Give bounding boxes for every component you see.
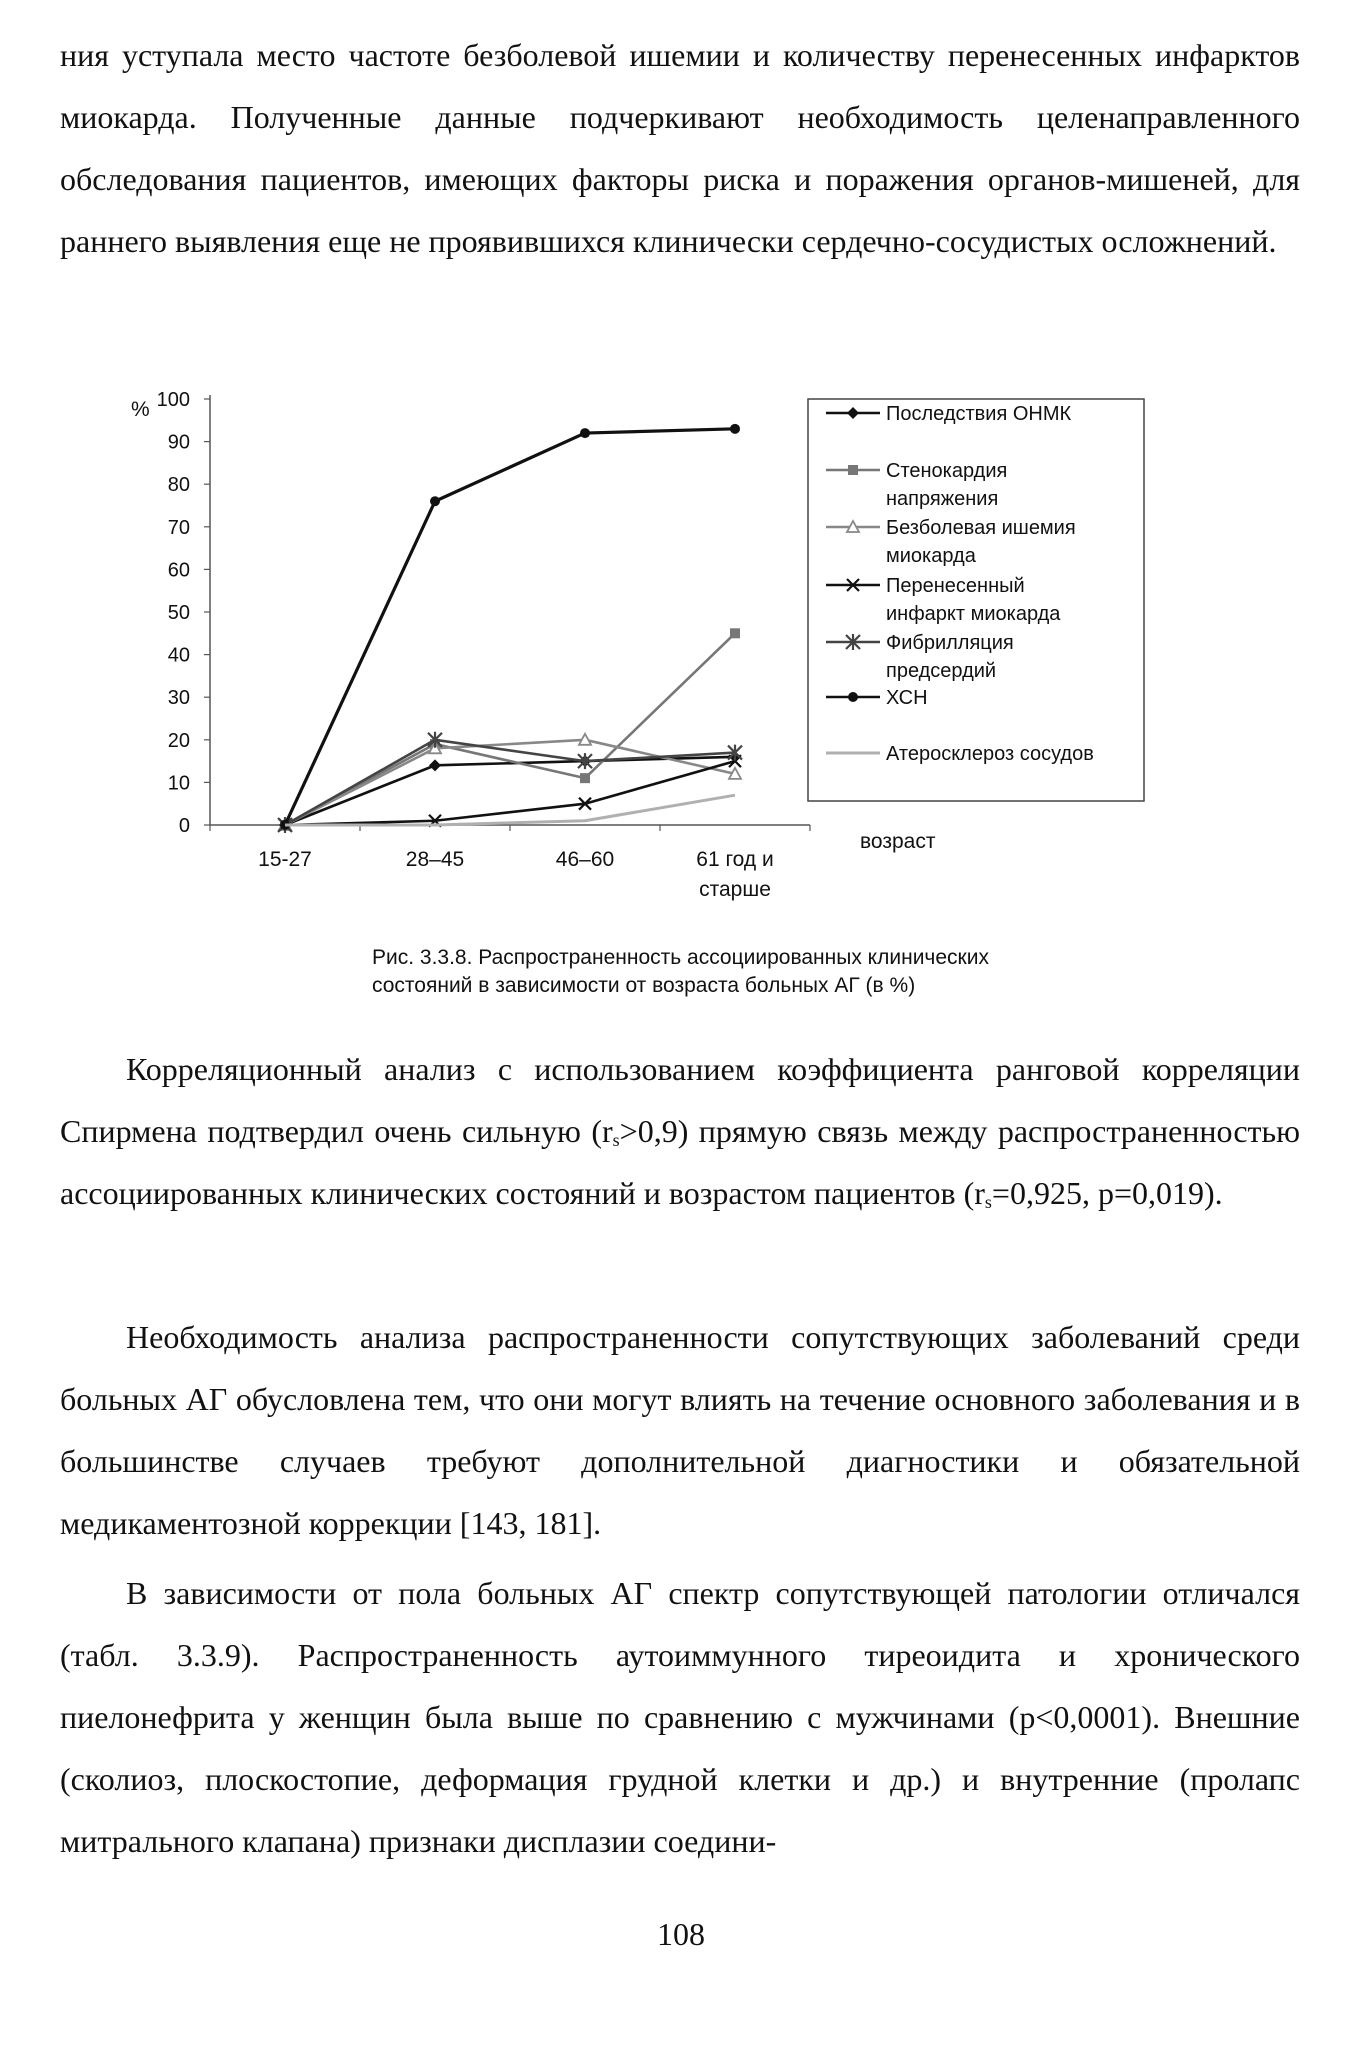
figure-caption-line-1: Рис. 3.3.8. Распространенность ассоциированных клинических: [372, 946, 989, 969]
paragraph-3: Необходимость анализа распространенности сопутствующих заболеваний среди больных АГ обусловлена тем, что они могут влиять на течение основного заболевания и в большинстве случаев требуют дополнительной диагностики и обязательной медикаментозной коррекции [143, 181].: [60, 1319, 1300, 1541]
y-tick-label: 80: [167, 474, 190, 497]
paragraph-2-part-b: >0,9) прямую связь между распространенностью ассоциированных клинических состояний и возрастом пациентов (r: [60, 1113, 1300, 1211]
series-2: [279, 734, 741, 830]
y-tick-label: 90: [167, 431, 190, 454]
series-line: [285, 761, 735, 825]
data-point-marker: [429, 759, 441, 771]
legend-label: ХСН: [886, 687, 928, 709]
x-tick-label: старше: [699, 878, 771, 901]
figure-caption: [372, 944, 1072, 1000]
paragraph-2: [60, 1038, 1300, 1224]
y-tick-label: 50: [167, 602, 190, 624]
x-tick-label: 28–45: [405, 848, 465, 871]
chart-legend: [808, 399, 1144, 801]
y-tick-label: 20: [167, 729, 190, 752]
legend-label: Перенесенный: [886, 575, 1025, 597]
x-tick-label: 46–60: [555, 848, 615, 871]
data-point-marker: [730, 424, 740, 434]
figure-caption-line-2: состояний в зависимости от возраста больных АГ (в %): [372, 974, 916, 997]
series-6: [285, 795, 735, 825]
y-tick-label: 0: [178, 815, 190, 837]
y-axis-label: %: [131, 398, 150, 421]
y-tick-label: 10: [167, 772, 190, 795]
data-point-marker: [848, 465, 858, 475]
paragraph-1: ния уступала место частоте безболевой ишемии и количеству перенесенных инфарктов миокарда. Полученные данные подчеркивают необходимость целенаправленного обследования пациентов, имеющих факторы риска и поражения органов-мишеней, для раннего выявления еще не проявившихся клинически сердечно-сосудистых осложнений.: [60, 37, 1300, 259]
legend-label: Атеросклероз сосудов: [886, 743, 1094, 765]
paragraph-4: В зависимости от пола больных АГ спектр сопутствующей патологии отличался (табл. 3.3.9). Распространенность аутоиммунного тиреоидита и хронического пиелонефрита у женщин была выше по сравнению с мужчинами (p<0,0001). Внешние (сколиоз, плоскостопие, деформация грудной клетки и др.) и внутренние (пролапс митрального клапана) признаки дисплазии соедини-: [60, 1575, 1300, 1859]
series-line: [285, 795, 735, 825]
legend-label: предсердий: [886, 660, 997, 682]
data-point-marker: [730, 628, 740, 638]
y-tick-label: 30: [167, 687, 190, 710]
x-axis-label: возраст: [860, 830, 936, 853]
y-tick-label: 70: [167, 516, 190, 539]
data-point-marker: [848, 692, 858, 702]
legend-label: напряжения: [886, 488, 999, 510]
data-point-marker: [430, 496, 440, 506]
y-tick-label: 40: [167, 644, 190, 667]
series-line: [285, 633, 735, 825]
y-tick-label: 60: [167, 559, 190, 582]
y-tick-label: 100: [156, 389, 190, 411]
x-tick-label: 15-27: [258, 848, 312, 871]
legend-label: инфаркт миокарда: [886, 603, 1061, 625]
series-line: [285, 429, 735, 825]
paragraph-2-part-c: =0,925, p=0,019).: [991, 1175, 1223, 1211]
subscript-s: s: [612, 1130, 620, 1150]
legend-label: миокарда: [886, 545, 976, 567]
paragraph-2-part-a: Корреляционный анализ с использованием коэффициента ранговой корреляции Спирмена подтвердил очень сильную (r: [60, 1051, 1300, 1149]
x-tick-label: 61 год и: [696, 848, 774, 871]
chart-series: [278, 424, 742, 833]
series-5: [280, 424, 740, 830]
subscript-s: s: [984, 1192, 992, 1212]
page-number: 108: [657, 1916, 705, 1952]
data-point-marker: [580, 773, 590, 783]
series-4: [278, 732, 742, 833]
legend-label: Фибрилляция: [886, 632, 1014, 654]
legend-label: Стенокардия: [886, 460, 1008, 482]
legend-label: Последствия ОНМК: [886, 403, 1072, 425]
data-point-marker: [580, 428, 590, 438]
legend-label: Безболевая ишемия: [886, 517, 1076, 539]
